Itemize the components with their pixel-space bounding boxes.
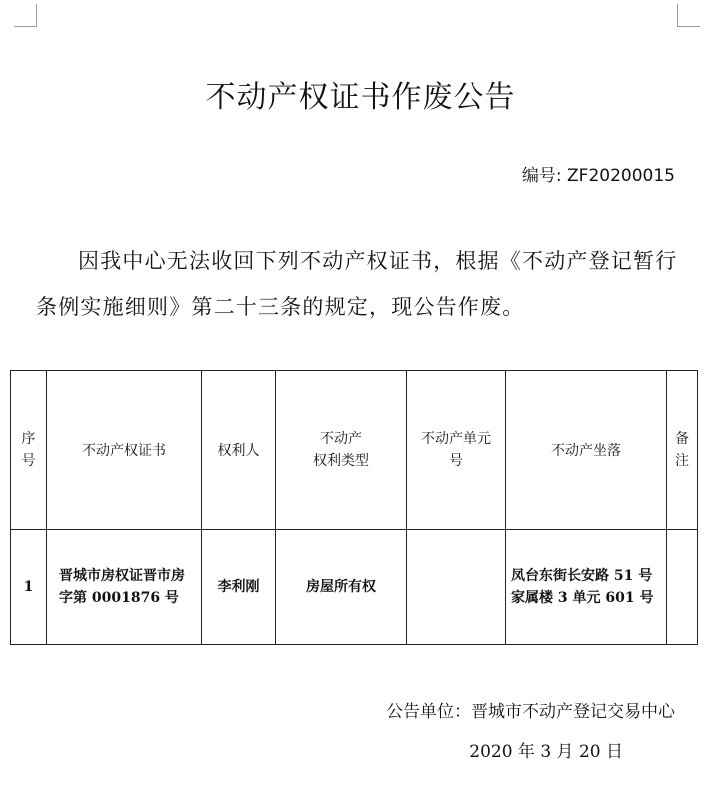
header-right-type (276, 371, 407, 530)
header-unit-no-line1: 不动产单元 (421, 431, 491, 447)
header-seq-label: 序号 (21, 431, 36, 469)
table-row (11, 530, 698, 645)
notice-paragraph: 因我中心无法收回下列不动产权证书，根据《不动产登记暂行条例实施细则》第二十三条的规定，现公告作废。 (36, 249, 678, 319)
notice-unit: 公告单位：晋城市不动产登记交易中心 (386, 702, 675, 722)
cell-remark (667, 530, 698, 645)
header-location (506, 371, 667, 530)
header-holder-label: 权利人 (217, 443, 260, 459)
cell-cert (47, 530, 202, 645)
header-cert-label: 不动产权证书 (82, 443, 166, 459)
header-holder (202, 371, 276, 530)
cell-unit-no (407, 530, 506, 645)
cell-right-type: 房屋所有权 (276, 530, 407, 645)
header-right-type-line2: 权利类型 (313, 453, 369, 469)
cell-holder: 李利刚 (202, 530, 276, 645)
header-right-type-line1: 不动产 (320, 431, 362, 447)
margin-mark-top-right (677, 4, 700, 27)
cell-seq: 1 (11, 530, 47, 645)
header-location-label: 不动产坐落 (551, 443, 621, 459)
header-unit-no-label (421, 428, 491, 472)
header-row (11, 371, 698, 530)
notice-date: 2020 年 3 月 20 日 (469, 742, 623, 762)
certificate-table (10, 370, 698, 645)
header-right-type-label (313, 428, 369, 472)
header-seq (11, 371, 47, 530)
header-remark (667, 371, 698, 530)
header-unit-no (407, 371, 506, 530)
margin-mark-top-left (14, 4, 37, 27)
header-unit-no-line2: 号 (449, 453, 463, 469)
page-title: 不动产权证书作废公告 (205, 80, 516, 115)
cell-cert-text: 晋城市房权证晋市房字第 0001876 号 (59, 568, 185, 606)
document-number: 编号: ZF20200015 (521, 166, 675, 186)
header-remark-label: 备注 (675, 431, 689, 469)
table-header (11, 371, 698, 530)
table-body (11, 530, 698, 645)
cell-location (506, 530, 667, 645)
cell-location-text: 凤台东街长安路 51 号家属楼 3 单元 601 号 (511, 568, 654, 606)
header-cert (47, 371, 202, 530)
